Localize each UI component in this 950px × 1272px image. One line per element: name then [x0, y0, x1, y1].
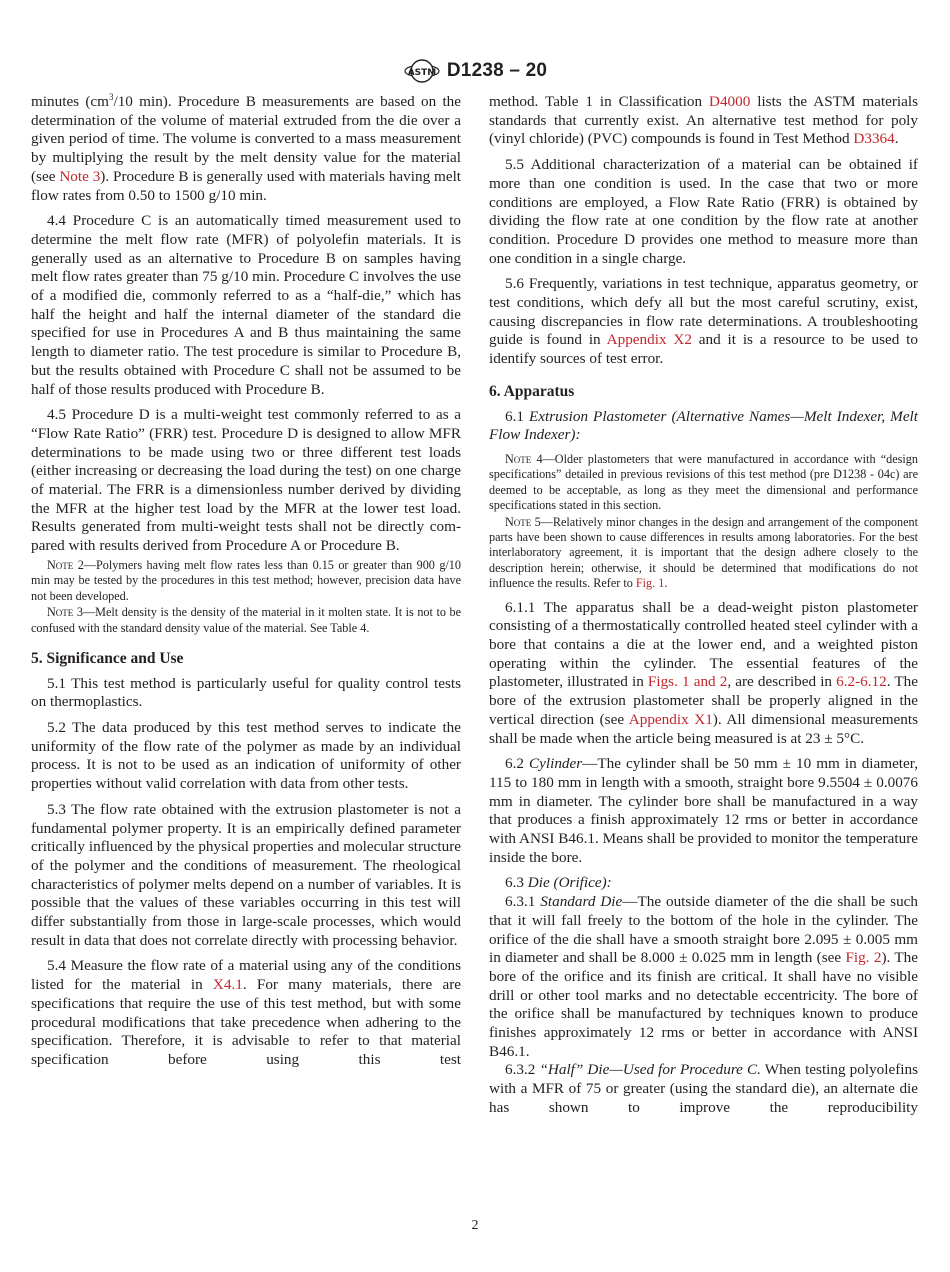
text-run: 6.2: [505, 755, 530, 773]
text-run: . For many materials, there are specifications that require the use of this test method, but with some procedural modifications that take precedence when adhering to the specification. Therefore, it is advisable to refer to that material specification before using this test: [31, 976, 461, 1068]
text-run: 6.3.1: [505, 893, 541, 911]
text-run: ). The bore of the orifice and its finish are critical. It shall have no visible drill or other tool marks and no detectable eccentricity. The bore of the orifice shall be manufactured by techniques known to produce finishes approximately 12 rms or better in accordance with ANSI B46.1.: [489, 949, 918, 1060]
right-column: [489, 93, 918, 1125]
link-d3364[interactable]: D3364: [853, 130, 895, 148]
italic-run: “Half” Die—Used for Procedure C.: [539, 1061, 761, 1079]
note-label: Note: [47, 557, 74, 572]
paragraph-6-2: [489, 755, 918, 867]
paragraph-5-1: 5.1 This test method is particularly useful for quality control tests on thermoplastics.: [31, 674, 461, 711]
paragraph-4-5: 4.5 Procedure D is a multi-weight test commonly referred to as a “Flow Rate Ratio” (FRR) test. Procedure D is designed to allow MFR determinations to be made using two or three different test loads (either increasing or decreasing the load during the test) on one charge of material. The FRR is a dimensionless number derived by dividing the MFR at the higher test load by the MFR at the lower test load. Results generated from multi-weight tests shall not be directly compared with results derived from Procedure A or Procedure B.: [31, 406, 461, 555]
text-run: . The bore of the extrusion plastometer shall be properly aligned in the vertical direction (see: [489, 673, 918, 728]
paragraph-6-3: [489, 874, 918, 893]
paragraph-6-1-1: [489, 599, 918, 749]
link-appendix-x1[interactable]: Appendix X1: [628, 710, 713, 728]
text-run: 6.3.2: [505, 1061, 540, 1079]
note-text: .: [664, 576, 668, 591]
note-text: 4—Older plastometers that were manufactured in accordance with “design specifications” detailed in previous revisions of this test method (pre D1238 - 04c) are deemed to be acceptable, as long as they meet the dimensional and performance specifications stated in this section.: [489, 451, 918, 513]
section-6-heading: 6. Apparatus: [489, 382, 575, 400]
italic-run: Standard Die: [540, 893, 623, 911]
page-header: [0, 56, 950, 86]
left-column: [31, 93, 461, 1077]
document-id: D1238 – 20: [446, 60, 548, 81]
text-run: 6.1: [505, 407, 529, 425]
text-run: ). Procedure B is generally used with materials having melt flow rates from 0.50 to 1500 g/10 min.: [31, 167, 462, 204]
note-text: 5—Relatively minor changes in the design and arrangement of the component parts have been shown to cause differences in results among laboratories. For the best interlaboratory agreement, it is important that the design adhere closely to the description herein; otherwise, it should be determined that modifications do not influence the results. Refer to: [489, 514, 918, 591]
note-label: Note: [505, 514, 532, 529]
astm-logo-icon: [403, 56, 441, 86]
note-3: [31, 605, 461, 636]
section-5-heading: 5. Significance and Use: [31, 649, 184, 667]
link-note-3[interactable]: Note 3: [59, 167, 101, 185]
note-text: 2—Polymers having melt flow rates less than 0.15 or greater than 900 g/10 min may be tested by the procedures in this test method; however, precision data have not been developed.: [31, 557, 461, 603]
note-2: [31, 558, 461, 604]
svg-text:ASTM: ASTM: [407, 68, 437, 78]
paragraph-5-6: [489, 275, 918, 369]
text-run: minutes (cm: [31, 93, 109, 110]
paragraph-6-3-2: [489, 1061, 918, 1117]
text-run: ). All dimensional measurements shall be made when the article being measured is at 23 ± 5°C.: [489, 710, 918, 747]
paragraph-5-4-continued: [489, 93, 918, 149]
italic-run: Extrusion Plastometer (Alternative Names—Melt Indexer, Melt Flow Indexer):: [489, 407, 918, 444]
text-run: —The outside diameter of the die shall be such that it will fall freely to the bottom of the hole in the cylinder. The orifice of the die shall have a smooth straight bore 2.095 ± 0.005 mm in diameter and shall be 8.000 ± 0.025 mm in length (see: [489, 893, 919, 967]
link-6-2-6-12[interactable]: 6.2-6.12: [836, 673, 887, 691]
link-appendix-x2[interactable]: Appendix X2: [606, 331, 692, 349]
link-figs-1-and-2[interactable]: Figs. 1 and 2: [647, 673, 728, 691]
text-run: When testing polyolefins with a MFR of 75 or greater (using the standard die), an alternate die has shown to improve the reproducibility: [489, 1061, 918, 1116]
note-label: Note: [47, 605, 74, 620]
note-5: [489, 515, 918, 592]
text-run: method. Table 1 in Classification: [489, 93, 709, 110]
text-run: 6.3: [505, 874, 528, 892]
italic-run: Die (Orifice):: [527, 874, 612, 892]
paragraph-4-3-continued: [31, 93, 461, 205]
paragraph-5-4: [31, 957, 461, 1069]
italic-run: Cylinder: [529, 755, 583, 773]
text-run: 6.1.1 The apparatus shall be a dead-weight piston plastometer consisting of a thermostatically controlled heated steel cylinder with a bore that contains a die at the lower end, and a weighted piston operating within the cylinder. The essential features of the plastometer, illustrated in: [489, 598, 918, 691]
paragraph-6-1: [489, 408, 918, 445]
text-run: 5.4 Measure the flow rate of a material using any of the conditions listed for the material in: [31, 957, 461, 994]
paragraph-5-3: 5.3 The flow rate obtained with the extrusion plastometer is not a fundamental polymer property. It is an empirically defined parameter critically influenced by the physical properties and molecular structure of the polymer and the conditions of measurement. The rheological characteristics of polymer melts depend on a number of variables. It is possible that the values of these variables occurring in this test will differ substantially from those in large-scale processes, which would result in data that does not correlate directly with processing behavior.: [31, 800, 461, 949]
text-run: 5.6 Frequently, variations in test technique, apparatus geometry, or test conditions, which defy all but the most careful scrutiny, exist, causing discrepancies in flow rate determinations. A troubleshooting guide is found in: [489, 275, 918, 349]
link-d4000[interactable]: D4000: [709, 93, 751, 110]
text-run: and it is a resource to be used to identify sources of test error.: [489, 331, 918, 368]
paragraph-6-3-1: [489, 893, 918, 1061]
text-run: .: [894, 130, 899, 148]
text-run: , are described in: [727, 673, 837, 691]
page-number: 2: [471, 1218, 479, 1233]
paragraph-5-2: 5.2 The data produced by this test method serves to indicate the uniformity of the flow rate of the polymer as made by an individual process. It is not to be used as an indication of uniformity of other properties without valid correlation with data from other tests.: [31, 719, 461, 793]
link-x4-1[interactable]: X4.1: [212, 976, 243, 994]
text-run: lists the ASTM materials standards that currently exist. An alternative test method for poly (vinyl chloride) (PVC) compounds is found in Test Method: [489, 93, 918, 148]
paragraph-4-4: 4.4 Procedure C is an automatically timed measurement used to determine the melt flow rate (MFR) of polyolefin materials. It is generally used as an alternative to Procedure B on samples having melt flow rates greater than 75 g/10 min. Procedure C involves the use of a modified die, commonly referred to as a “half-die,” which has half the height and half the internal diameter of the standard die specified for use in Procedures A and B thus maintaining the same length to diameter ratio. The test procedure is similar to Procedure B, but the results obtained with Procedure C shall not be assumed to be half of those results produced with Procedure B.: [31, 212, 461, 398]
note-4: [489, 452, 918, 514]
note-text: 3—Melt density is the density of the material in it molten state. It is not to be confused with the standard density value of the material. See Table 4.: [31, 605, 461, 635]
superscript: 3: [108, 92, 114, 102]
text-run: /10 min). Procedure B measurements are based on the determination of the volume of material extruded from the die over a given period of time. The volume is converted to a mass measurement by multiplying the result by the melt density value for the material (see: [31, 93, 461, 185]
link-fig-1[interactable]: Fig. 1: [635, 576, 665, 591]
text-run: —The cylinder shall be 50 mm ± 10 mm in diameter, 115 to 180 mm in length with a smooth, straight bore 9.5504 ± 0.0076 mm in diameter. The cylinder bore shall be manufactured in a way that produces a finish approximately 12 rms or better in accordance with ANSI B46.1. Means shall be provided to monitor the temperature inside the bore.: [489, 755, 919, 866]
link-fig-2[interactable]: Fig. 2: [845, 949, 882, 967]
note-label: Note: [505, 451, 532, 466]
paragraph-5-5: 5.5 Additional characterization of a material can be obtained if more than one condition is used. In the case that two or more conditions are employed, a Flow Rate Ratio (FRR) is obtained by dividing the flow rate at one condition by the flow rate at another condition. Procedure D provides one method to measure more than one condition in a single charge.: [489, 156, 918, 267]
